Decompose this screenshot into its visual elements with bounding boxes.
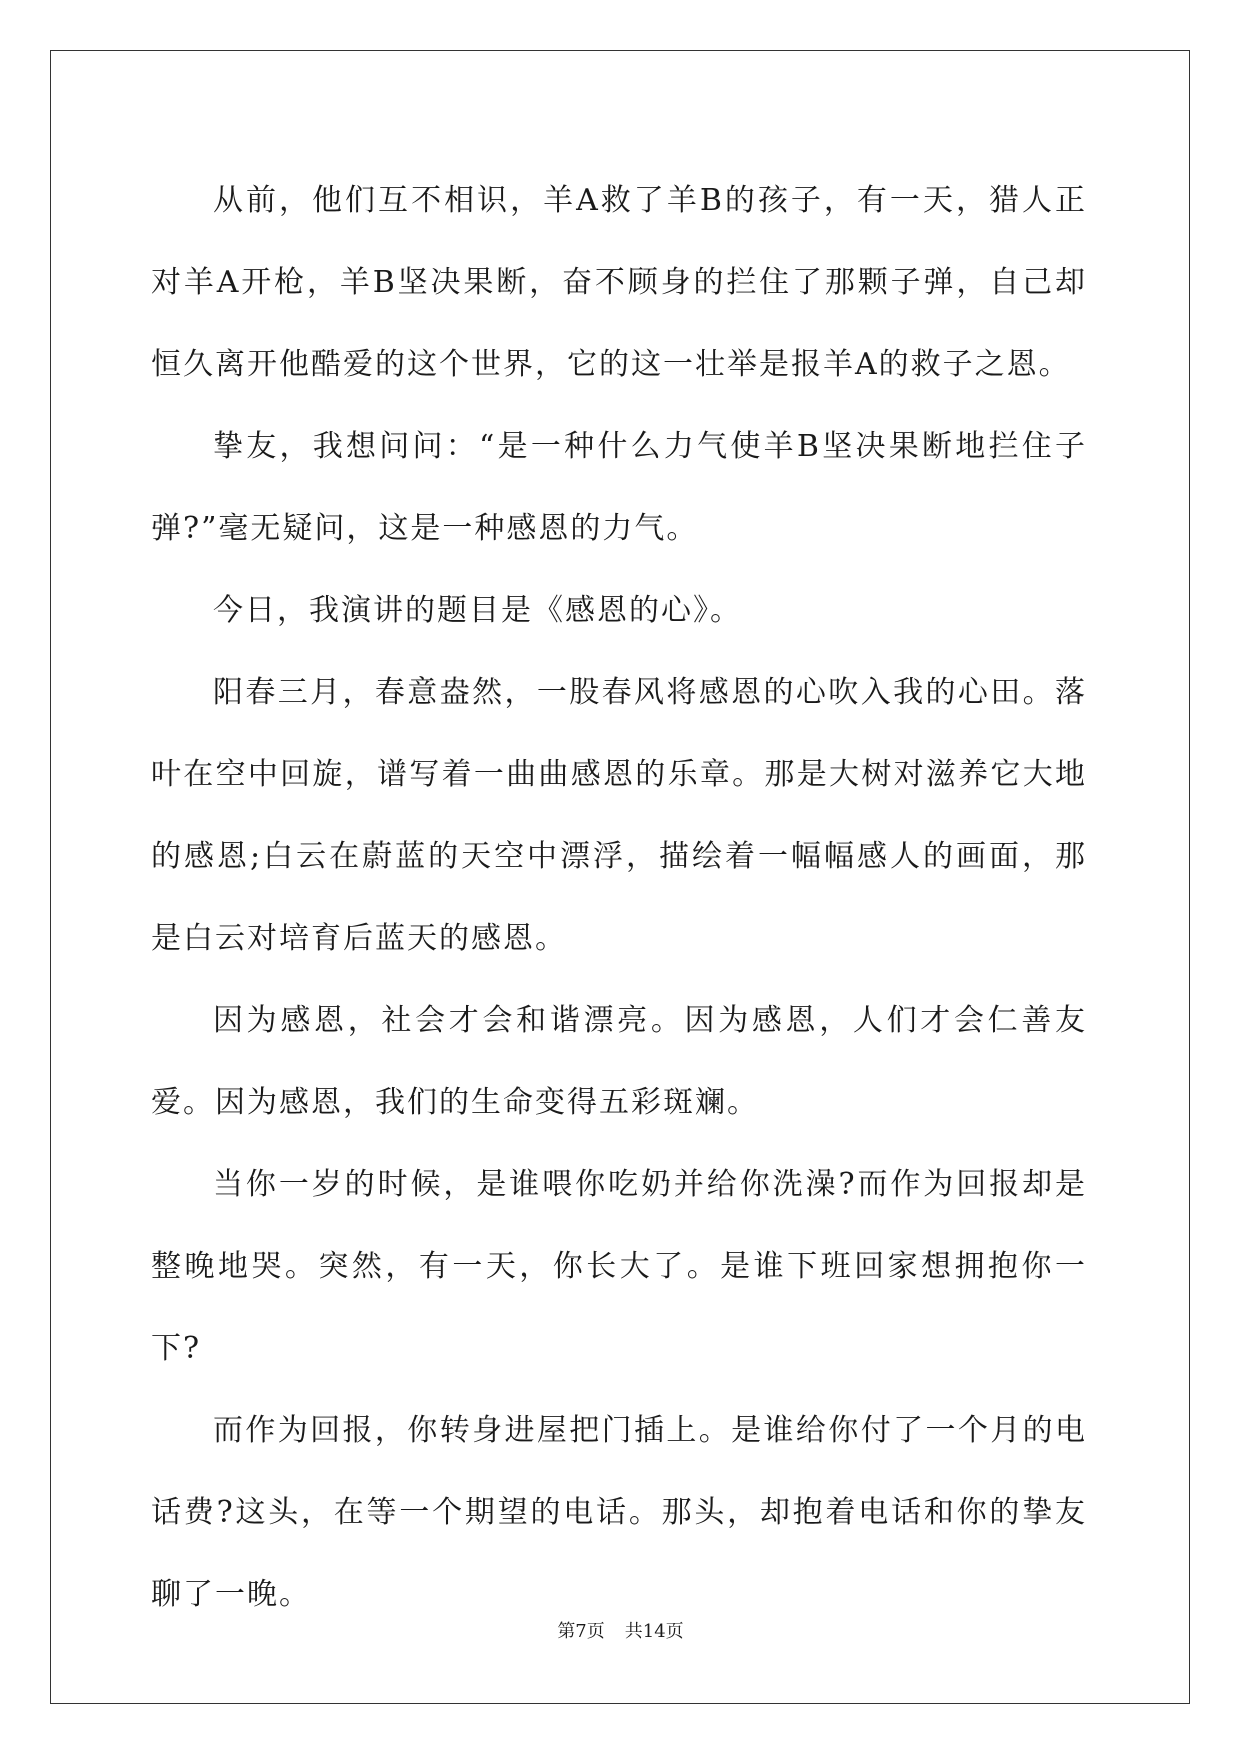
paragraph-7: 而作为回报，你转身进屋把门插上。是谁给你付了一个月的电话费?这头，在等一个期望的电话。那头，却抱着电话和你的挚友聊了一晚。 bbox=[151, 1413, 1087, 1612]
paragraph-2: 挚友，我想问问：“是一种什么力气使羊B坚决果断地拦住子弹?”毫无疑问，这是一种感恩的力气。 bbox=[151, 429, 1087, 546]
total-pages: 共14页 bbox=[624, 1621, 684, 1642]
page-number: 第7页 bbox=[557, 1621, 605, 1642]
page-footer bbox=[0, 1620, 1241, 1644]
paragraph-5: 因为感恩，社会才会和谐漂亮。因为感恩，人们才会仁善友爱。因为感恩，我们的生命变得五彩斑斓。 bbox=[151, 1003, 1087, 1120]
paragraph-1: 从前，他们互不相识，羊A救了羊B的孩子，有一天，猎人正对羊A开枪，羊B坚决果断，奋不顾身的拦住了那颗子弹，自己却恒久离开他酷爱的这个世界，它的这一壮举是报羊A的救子之恩。 bbox=[151, 183, 1087, 382]
document-body bbox=[151, 160, 1087, 1636]
paragraph-3: 今日，我演讲的题目是《感恩的心》。 bbox=[213, 593, 742, 628]
paragraph-6: 当你一岁的时候，是谁喂你吃奶并给你洗澡?而作为回报却是整晚地哭。突然，有一天，你长大了。是谁下班回家想拥抱你一下? bbox=[151, 1167, 1087, 1366]
paragraph-4: 阳春三月，春意盎然，一股春风将感恩的心吹入我的心田。落叶在空中回旋，谱写着一曲曲感恩的乐章。那是大树对滋养它大地的感恩;白云在蔚蓝的天空中漂浮，描绘着一幅幅感人的画面，那是白云对培育后蓝天的感恩。 bbox=[151, 675, 1087, 956]
